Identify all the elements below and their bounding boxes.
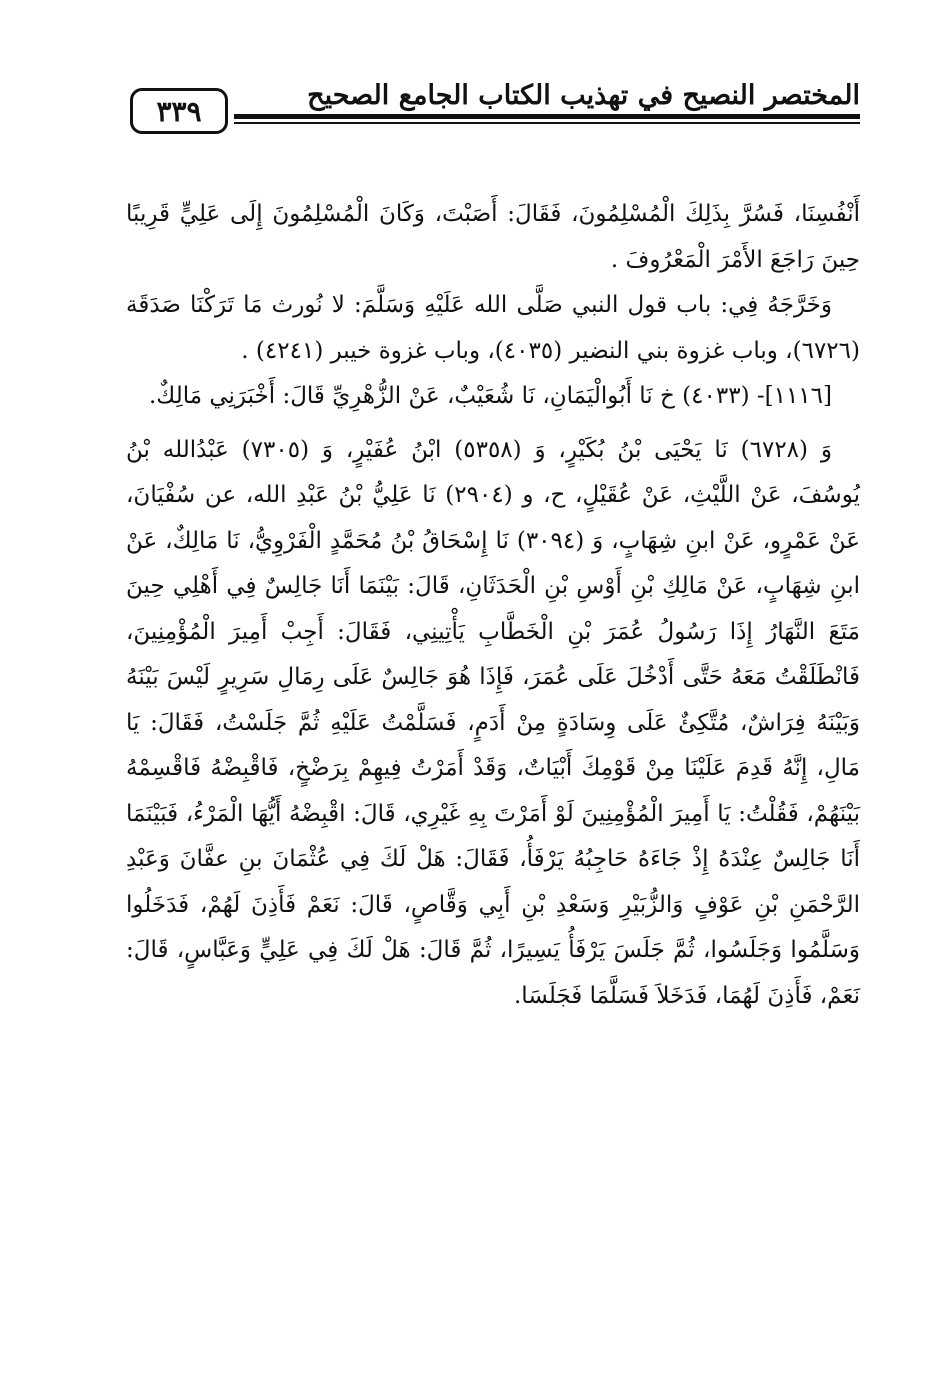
paragraph-takhrij: وَخَرَّجَهُ فِي: باب قول النبي صَلَّى الله عَلَيْهِ وَسَلَّمَ: لا نُورث مَا تَرَكْنَا صَدَقَة (٦٧٢٦)، وباب غزوة بني النضير (٤٠٣٥)، وباب غزوة خيبر (٤٢٤١) .: [126, 292, 860, 364]
paragraph-continuation: أَنْفُسِنَا، فَسُرَّ بِذَلِكَ الْمُسْلِمُونَ، فَقَالَ: أَصَبْتَ، وَكَانَ الْمُسْلِمُونَ إِلَى عَلِيٍّ قَرِيبًا حِينَ رَاجَعَ الأَمْرَ الْمَعْرُوفَ .: [126, 201, 860, 273]
page-number: ٣٣٩: [130, 88, 228, 134]
book-title: المختصر النصيح في تهذيب الكتاب الجامع الصحيح: [307, 80, 860, 111]
header-rule: [234, 114, 860, 119]
page-header: [126, 76, 860, 148]
page-body: [126, 192, 860, 1019]
paragraph-gap: [126, 420, 860, 428]
header-rule-thin: [234, 122, 860, 124]
paragraph-hadith-number: [١١١٦]- (٤٠٣٣) خ نَا أَبُوالْيَمَانِ، نَا شُعَيْبٌ، عَنْ الزُّهْرِيِّ قَالَ: أَخْبَرَنِي مَالِكٌ.: [149, 383, 832, 409]
paragraph-hadith-text: وَ (٦٧٢٨) نَا يَحْيَى بْنُ بُكَيْرٍ، وَ (٥٣٥٨) ابْنُ عُفَيْرٍ، وَ (٧٣٠٥) عَبْدُالله بْنُ يُوسُفَ، عَنْ اللَّيْثِ، عَنْ عُقَيْلٍ، ح، و (٢٩٠٤) نَا عَلِيُّ بْنُ عَبْدِ الله، عن سُفْيَانَ، عَنْ عَمْرٍو، عَنْ ابنِ شِهَابٍ، وَ (٣٠٩٤) نَا إِسْحَاقُ بْنُ مُحَمَّدٍ الْفَرْوِيُّ، نَا مَالِكٌ، عَنْ ابنِ شِهَابٍ، عَنْ مَالِكِ بْنِ أَوْسِ بْنِ الْحَدَثَانِ، قَالَ: بَيْنَمَا أَنَا جَالِسٌ فِي أَهْلِي حِينَ مَتَعَ النَّهَارُ إِذَا رَسُولُ عُمَرَ بْنِ الْخَطَّابِ يَأْتِينِي، فَقَالَ: أَجِبْ أَمِيرَ الْمُؤْمِنِينَ، فَانْطَلَقْتُ مَعَهُ حَتَّى أَدْخُلَ عَلَى عُمَرَ، فَإِذَا هُوَ جَالِسٌ عَلَى رِمَالِ سَرِيرٍ لَيْسَ بَيْنَهُ وَبَيْنَهُ فِرَاشٌ، مُتَّكِئٌ عَلَى وِسَادَةٍ مِنْ أَدَمٍ، فَسَلَّمْتُ عَلَيْهِ ثُمَّ جَلَسْتُ، فَقَالَ: يَا مَالِ، إِنَّهُ قَدِمَ عَلَيْنَا مِنْ قَوْمِكَ أَبْيَاتٌ، وَقَدْ أَمَرْتُ فِيهِمْ بِرَضْخٍ، فَاقْبِضْهُ فَاقْسِمْهُ بَيْنَهُمْ، فَقُلْتُ: يَا أَمِيرَ الْمُؤْمِنِينَ لَوْ أَمَرْتَ بِهِ غَيْرِي، قَالَ: اقْبِضْهُ أَيُّهَا الْمَرْءُ، فَبَيْنَمَا أَنَا جَالِسٌ عِنْدَهُ إِذْ جَاءَهُ حَاجِبُهُ يَرْفَأُ، فَقَالَ: هَلْ لَكَ فِي عُثْمَانَ بنِ عفَّانَ وَعَبْدِ الرَّحْمَنِ بْنِ عَوْفٍ وَالزُّبَيْرِ وَسَعْدِ بْنِ أَبِي وَقَّاصٍ، قَالَ: نَعَمْ فَأَذِنَ لَهُمْ، فَدَخَلُوا وَسَلَّمُوا وَجَلَسُوا، ثُمَّ جَلَسَ يَرْفَأُ يَسِيرًا، ثُمَّ قَالَ: هَلْ لَكَ فِي عَلِيٍّ وَعَبَّاسٍ، قَالَ: نَعَمْ، فَأَذِنَ لَهُمَا، فَدَخَلاَ فَسَلَّمَا فَجَلَسَا.: [126, 436, 860, 1009]
